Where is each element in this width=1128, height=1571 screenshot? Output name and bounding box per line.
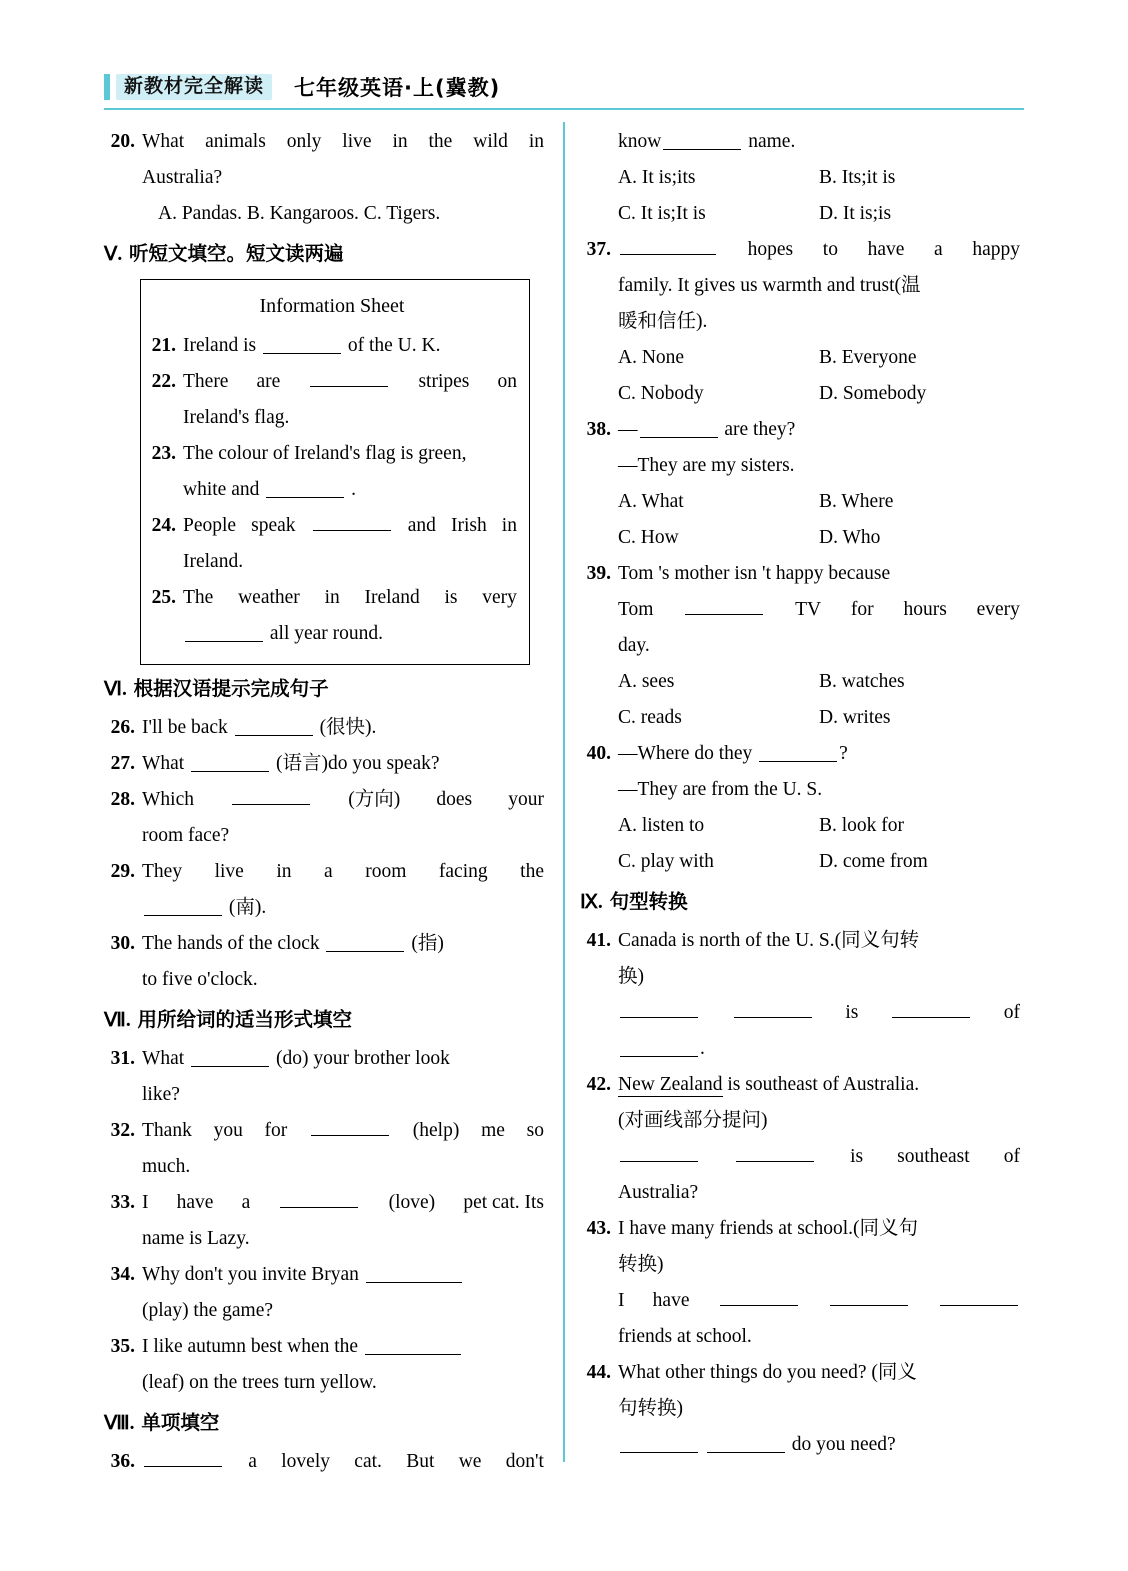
question-21 (147, 328, 517, 364)
q37-option-d[interactable]: D. Somebody (819, 383, 927, 404)
q32-word-1: Thank (142, 1120, 192, 1141)
q26-after: (很快). (319, 717, 377, 738)
q24-word-2: speak (251, 515, 296, 536)
q42-tail: southeast (897, 1146, 970, 1167)
header-divider (104, 108, 1024, 110)
q28-word-2: does (436, 789, 473, 810)
question-number: 34. (110, 1264, 135, 1285)
question-36 (104, 1444, 544, 1480)
question-33 (104, 1185, 544, 1257)
question-number: 26. (110, 717, 135, 738)
q20-word-8: in (528, 131, 544, 152)
section-7-roman: Ⅶ. (104, 1010, 131, 1031)
question-35 (104, 1329, 544, 1401)
q38-option-d[interactable]: D. Who (819, 527, 881, 548)
q22-word-2: are (256, 371, 281, 392)
q24-word-1: People (183, 515, 237, 536)
q32-word-3: for (264, 1120, 288, 1141)
q37-word-1: hopes (747, 239, 794, 260)
answer-blank[interactable] (685, 597, 763, 615)
q28-word-3: your (508, 789, 544, 810)
q25-line2: all year round. (269, 623, 384, 644)
question-number: 32. (110, 1120, 135, 1141)
question-23 (147, 436, 517, 508)
answer-blank[interactable] (185, 624, 263, 642)
q22-word-4: on (497, 371, 517, 392)
question-number: 24. (151, 515, 176, 536)
q37-line3: 暖和信任). (618, 311, 708, 332)
q30-line1-before: The hands of the clock (142, 933, 320, 954)
q31-after: (do) your brother look (275, 1048, 450, 1069)
answer-blank[interactable] (830, 1288, 908, 1306)
question-number: 30. (110, 933, 135, 954)
header-accent-bar (104, 74, 110, 100)
q39-word-3: for (850, 599, 874, 620)
q38-option-a[interactable]: A. What (618, 491, 684, 512)
question-34 (104, 1257, 544, 1329)
q44-end: do you need? (791, 1434, 896, 1455)
q20-word-3: only (286, 131, 322, 152)
q41-line2: 换) (618, 966, 644, 987)
q39-option-c[interactable]: C. reads (618, 707, 682, 728)
answer-blank[interactable] (736, 1144, 814, 1162)
column-divider (563, 122, 565, 1462)
q33-word-2: have (176, 1192, 214, 1213)
q22-line2: Ireland's flag. (183, 407, 290, 428)
answer-blank[interactable] (311, 1118, 389, 1136)
q31-line2: like? (142, 1084, 180, 1105)
answer-blank[interactable] (720, 1288, 798, 1306)
answer-blank[interactable] (266, 480, 344, 498)
q33-line2: name is Lazy. (142, 1228, 250, 1249)
question-43 (580, 1211, 1020, 1355)
q29-word-4: a (324, 861, 333, 882)
q20-options: A. Pandas. B. Kangaroos. C. Tigers. (158, 203, 441, 224)
q25-word-1: The (183, 587, 214, 608)
question-25 (147, 580, 517, 652)
answer-blank[interactable] (144, 1449, 222, 1467)
q20-word-2: animals (205, 131, 266, 152)
section-6-label: 根据汉语提示完成句子 (133, 677, 329, 700)
answer-blank[interactable] (191, 754, 269, 772)
answer-blank[interactable] (191, 1049, 269, 1067)
answer-blank[interactable] (759, 744, 837, 762)
question-number: 28. (110, 789, 135, 810)
answer-blank[interactable] (940, 1288, 1018, 1306)
q37-option-b[interactable]: B. Everyone (819, 347, 917, 368)
q24-line2: Ireland. (183, 551, 244, 572)
q28-line2: room face? (142, 825, 230, 846)
q42-of: of (1003, 1146, 1020, 1167)
question-number: 25. (151, 587, 176, 608)
answer-blank[interactable] (313, 513, 391, 531)
section-6-roman: Ⅵ. (104, 679, 127, 700)
section-5-roman: Ⅴ. (104, 244, 123, 265)
q38-option-b[interactable]: B. Where (819, 491, 894, 512)
q42-mid: is (850, 1146, 864, 1167)
section-heading-5 (104, 236, 544, 273)
q24-word-3: and (407, 515, 436, 536)
q38-after: are they? (724, 419, 796, 440)
question-number: 43. (586, 1218, 611, 1239)
question-28 (104, 782, 544, 854)
q40-after: ? (839, 743, 848, 764)
q40-option-c[interactable]: C. play with (618, 851, 714, 872)
information-sheet-title: Information Sheet (259, 295, 405, 317)
q29-word-7: the (520, 861, 544, 882)
answer-blank[interactable] (235, 718, 313, 736)
q39-option-a[interactable]: A. sees (618, 671, 675, 692)
q22-word-3: stripes (418, 371, 470, 392)
right-column (580, 124, 1020, 1463)
question-number: 36. (110, 1451, 135, 1472)
q20-word-6: the (428, 131, 453, 152)
question-number: 21. (151, 335, 176, 356)
question-number: 39. (586, 563, 611, 584)
question-number: 44. (586, 1362, 611, 1383)
q38-line2: —They are my sisters. (618, 455, 795, 476)
q41-end: . (700, 1038, 705, 1059)
q20-word-7: wild (473, 131, 508, 152)
q29-word-2: live (214, 861, 244, 882)
q36-option-b[interactable]: B. Its;it is (819, 167, 896, 188)
section-9-label: 句型转换 (609, 890, 688, 913)
question-number: 35. (110, 1336, 135, 1357)
question-38 (580, 412, 1020, 556)
section-heading-9 (580, 884, 1020, 921)
q40-before: —Where do they (618, 743, 753, 764)
q33-hint: (love) (388, 1192, 436, 1213)
left-column (104, 124, 544, 1480)
q37-word-2: to (822, 239, 838, 260)
answer-blank[interactable] (663, 132, 741, 150)
q42-line2: (对画线部分提问) (618, 1110, 768, 1131)
q44-line2: 句转换) (618, 1398, 683, 1419)
q20-word-1: What (142, 131, 185, 152)
answer-blank[interactable] (620, 1000, 698, 1018)
question-31 (104, 1041, 544, 1113)
q40-option-a[interactable]: A. listen to (618, 815, 705, 836)
q36-word-2: lovely (281, 1451, 330, 1472)
q29-hint: (南). (228, 897, 267, 918)
question-41 (580, 923, 1020, 1067)
section-5-label: 听短文填空。短文读两遍 (129, 242, 344, 265)
q38-dash: — (618, 419, 638, 440)
q27-after: (语言)do you speak? (275, 753, 440, 774)
q20-line2: Australia? (142, 167, 223, 188)
question-number: 22. (151, 371, 176, 392)
q35-line2: (leaf) on the trees turn yellow. (142, 1372, 377, 1393)
question-number: 42. (586, 1074, 611, 1095)
q23-line2-after: . (351, 479, 356, 500)
q37-word-5: happy (972, 239, 1020, 260)
q31-before: What (142, 1048, 185, 1069)
answer-blank[interactable] (365, 1337, 461, 1355)
q42-line1-rest: is southeast of Australia. (727, 1074, 920, 1095)
answer-blank[interactable] (620, 237, 716, 255)
q32-word-5: so (526, 1120, 544, 1141)
q20-word-4: live (342, 131, 372, 152)
question-37 (580, 232, 1020, 412)
answer-blank[interactable] (280, 1190, 358, 1208)
answer-blank[interactable] (620, 1435, 698, 1453)
q40-option-d[interactable]: D. come from (819, 851, 928, 872)
answer-blank[interactable] (892, 1000, 970, 1018)
q37-word-3: have (867, 239, 905, 260)
book-series-badge: 新教材完全解读 (116, 74, 272, 100)
answer-blank[interactable] (640, 420, 718, 438)
q39-line3: day. (618, 635, 650, 656)
information-sheet-box (140, 279, 530, 665)
q32-word-2: you (213, 1120, 243, 1141)
section-8-label: 单项填空 (141, 1411, 220, 1434)
q36-option-a[interactable]: A. It is;its (618, 167, 696, 188)
q29-word-5: room (365, 861, 407, 882)
q20-word-5: in (392, 131, 408, 152)
q37-line2: family. It gives us warmth and trust(温 (618, 275, 921, 296)
q36-cont-word: know (618, 131, 662, 152)
question-26 (104, 710, 544, 746)
q36-cont-after: name. (748, 131, 796, 152)
q30-hint: (指) (411, 933, 444, 954)
q29-word-6: facing (438, 861, 488, 882)
answer-blank[interactable] (326, 934, 404, 952)
question-24 (147, 508, 517, 580)
answer-blank[interactable] (734, 1000, 812, 1018)
question-22 (147, 364, 517, 436)
question-number: 38. (586, 419, 611, 440)
q36-option-c[interactable]: C. It is;It is (618, 203, 706, 224)
q32-line2: much. (142, 1156, 191, 1177)
q35-line1: I like autumn best when the (142, 1336, 359, 1357)
question-29 (104, 854, 544, 926)
q28-word-1: Which (142, 789, 194, 810)
q39-word-5: every (976, 599, 1020, 620)
q36-word-3: cat. (354, 1451, 382, 1472)
q33-word-1: I (142, 1192, 149, 1213)
q36-option-d[interactable]: D. It is;is (819, 203, 892, 224)
q37-option-a[interactable]: A. None (618, 347, 685, 368)
answer-blank[interactable] (263, 336, 341, 354)
answer-blank[interactable] (707, 1435, 785, 1453)
q39-option-d[interactable]: D. writes (819, 707, 891, 728)
q41-mid: is (845, 1002, 859, 1023)
q25-word-3: in (324, 587, 340, 608)
q40-option-b[interactable]: B. look for (819, 815, 905, 836)
q43-have: have (652, 1290, 690, 1311)
section-7-label: 用所给词的适当形式填空 (137, 1008, 353, 1031)
q24-word-5: in (501, 515, 517, 536)
question-number: 41. (586, 930, 611, 951)
page-header (104, 66, 1024, 108)
question-30 (104, 926, 544, 998)
q23-line1: The colour of Ireland's flag is green, (183, 443, 467, 464)
q33-word-3: a (241, 1192, 251, 1213)
section-heading-8 (104, 1405, 544, 1442)
q36-word-4: But (406, 1451, 435, 1472)
q44-line1: What other things do you need? (同义 (618, 1362, 917, 1383)
q37-option-c[interactable]: C. Nobody (618, 383, 704, 404)
q24-word-4: Irish (450, 515, 487, 536)
q33-word-4: pet cat. Its (463, 1192, 544, 1213)
q36-word-1: a (248, 1451, 257, 1472)
q34-line1: Why don't you invite Bryan (142, 1264, 359, 1285)
q36-word-5: we (458, 1451, 482, 1472)
q40-line2: —They are from the U. S. (618, 779, 823, 800)
q25-word-5: is (444, 587, 458, 608)
answer-blank[interactable] (232, 787, 310, 805)
q36-word-6: don't (505, 1451, 544, 1472)
answer-blank[interactable] (366, 1265, 462, 1283)
question-40 (580, 736, 1020, 880)
page-title: 七年级英语·上(冀教) (294, 76, 501, 100)
q26-before: I'll be back (142, 717, 228, 738)
section-8-roman: Ⅷ. (104, 1413, 135, 1434)
section-heading-6 (104, 671, 544, 708)
q43-line1: I have many friends at school.(同义句 (618, 1218, 919, 1239)
question-42 (580, 1067, 1020, 1211)
q27-before: What (142, 753, 185, 774)
section-9-roman: Ⅸ. (580, 892, 603, 913)
q41-line1: Canada is north of the U. S.(同义句转 (618, 930, 920, 951)
question-number: 29. (110, 861, 135, 882)
q39-word-2: TV (795, 599, 822, 620)
q39-word-4: hours (903, 599, 947, 620)
q30-line2: to five o'clock. (142, 969, 258, 990)
q28-hint: (方向) (348, 789, 401, 810)
q29-word-3: in (276, 861, 292, 882)
q38-option-c[interactable]: C. How (618, 527, 679, 548)
question-20 (104, 124, 544, 232)
q43-line2: 转换) (618, 1254, 664, 1275)
q21-text-after: of the U. K. (347, 335, 441, 356)
q25-word-6: very (482, 587, 517, 608)
question-44 (580, 1355, 1020, 1463)
q43-end: friends at school. (618, 1326, 752, 1347)
question-number: 23. (151, 443, 176, 464)
q22-word-1: There (183, 371, 229, 392)
q23-line2-before: white and (183, 479, 260, 500)
question-number: 33. (110, 1192, 135, 1213)
answer-blank[interactable] (620, 1144, 698, 1162)
question-39 (580, 556, 1020, 736)
q39-word-1: Tom (618, 599, 654, 620)
q21-text-before: Ireland is (183, 335, 257, 356)
question-number: 20. (110, 131, 135, 152)
q39-line1: Tom 's mother isn 't happy because (618, 563, 891, 584)
q25-word-4: Ireland (364, 587, 420, 608)
question-27 (104, 746, 544, 782)
q32-word-4: me (481, 1120, 505, 1141)
question-number: 31. (110, 1048, 135, 1069)
q29-word-1: They (142, 861, 183, 882)
question-32 (104, 1113, 544, 1185)
q25-word-2: weather (238, 587, 300, 608)
q42-underlined-phrase: New Zealand (618, 1074, 723, 1095)
question-number: 40. (586, 743, 611, 764)
question-number: 37. (586, 239, 611, 260)
q37-word-4: a (934, 239, 943, 260)
q32-hint: (help) (412, 1120, 460, 1141)
answer-blank[interactable] (620, 1039, 698, 1057)
question-36-continued (580, 124, 1020, 232)
q39-option-b[interactable]: B. watches (819, 671, 905, 692)
answer-blank[interactable] (310, 369, 388, 387)
q34-line2: (play) the game? (142, 1300, 274, 1321)
q43-i: I (618, 1290, 625, 1311)
question-number: 27. (110, 753, 135, 774)
q42-end: Australia? (618, 1182, 699, 1203)
q41-tail: of (1003, 1002, 1020, 1023)
section-heading-7 (104, 1002, 544, 1039)
answer-blank[interactable] (144, 898, 222, 916)
